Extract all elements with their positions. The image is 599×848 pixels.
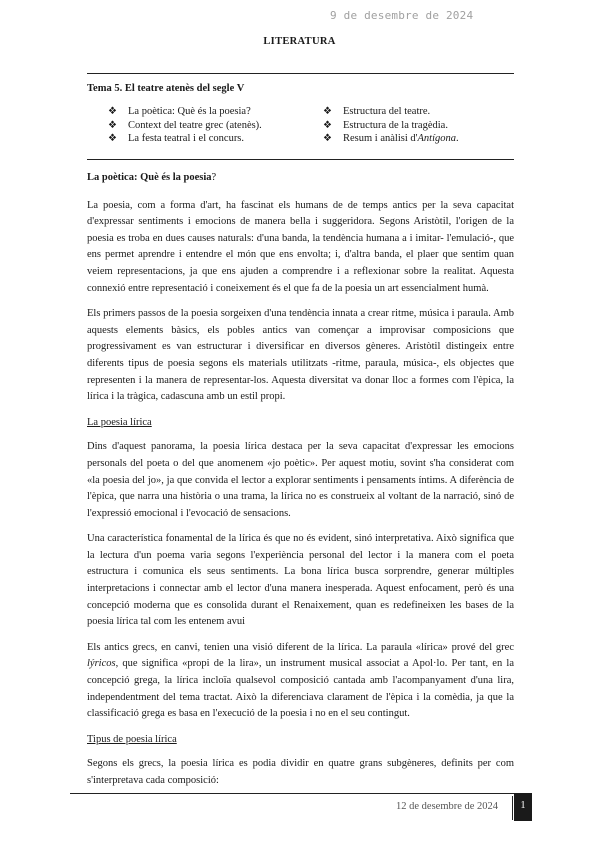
document-body xyxy=(87,170,514,799)
paragraph: Els primers passos de la poesia sorgeixen d'una tendència innata a crear ritme, música i paraula. Amb aquests elements bàsics, els pobles antics van començar a improvisar composicions que progressivament es van estructurar i diversificar en diversos gèneres. Aristòtil distingeix entre diferents tipus de poesia segons els materials utilitzats -ritme, paraula, música-, els objectes que representen i la manera de representar-los. Aquesta diversitat va donar lloc a formes com l'èpica, la lírica i la tràgica, cadascuna amb un estil propi. xyxy=(87,308,514,403)
middle-divider xyxy=(87,159,514,160)
outline-item xyxy=(323,119,459,133)
outline-item-italic: Antígona xyxy=(417,133,457,144)
diamond-bullet-icon: ❖ xyxy=(108,119,117,131)
diamond-bullet-icon: ❖ xyxy=(108,106,117,117)
outline-item-tail: . xyxy=(456,133,459,144)
paragraph-italic-term: lýricos xyxy=(87,658,116,670)
outline-item-label: La poètica: Què és la poesia? xyxy=(128,106,251,117)
top-divider xyxy=(87,73,514,74)
paragraph: La poesia, com a forma d'art, ha fascinat els humans de de temps antics per la seva capacitat d'expressar sentiments i emocions de manera bella i suggeridora. Segons Aristòtil, l'origen de la poesia es troba en dues causes naturals: d'una banda, la tendència humana a i imitar- l'emulació-, que ens permet aprendre i entendre el món que ens envolta; i, d'altra banda, el plaer que sentim quan veiem representacions, ja que ens ajuden a comprendre i a reflexionar sobre la realitat. Aquesta connexió entre representació i coneixement és el que fa de la poesia un art essencialment humà. xyxy=(87,199,514,294)
outline-item-label: Estructura del teatre. xyxy=(343,106,431,117)
outline-item xyxy=(323,105,459,119)
paragraph: Segons els grecs, la poesia lírica es podia dividir en quatre grans subgèneres, definits per com s'interpretava cada composició: xyxy=(87,758,514,786)
section-heading xyxy=(87,170,514,187)
outline-left-column xyxy=(108,105,262,146)
page-number: 1 xyxy=(520,800,526,811)
outline-item-label: Resum i anàlisi d' xyxy=(343,133,418,144)
paragraph: Dins d'aquest panorama, la poesia lírica destaca per la seva capacitat d'expressar les emocions personals del poeta o del que anomenem «jo poètic». Per aquest motiu, sovint s'ha considerat com «la poesia del jo», ja que convida el lector a explorar sentiments i pensaments íntims. A diferència de l'èpica, que narra una història o una trama, la lírica no es construeix al voltant de la narració, sinó de l'expressió emocional i l'evocació de sensacions. xyxy=(87,441,514,519)
topic-heading: Tema 5. El teatre atenès del segle V xyxy=(87,83,245,94)
diamond-bullet-icon: ❖ xyxy=(108,133,117,144)
footer-divider xyxy=(70,793,528,794)
outline-item-label: Context del teatre grec (atenès). xyxy=(128,119,262,131)
paragraph-text: , que significa «propi de la lira», un instrument musical associat a Apol·lo. Per tant, en la concepció grega, la lírica incloïa qualsevol composició cantada amb l'acompanyament d'una lira, independentment del tema tractat. Això la diferenciava clarament de l'èpica i la comèdia, ja que la classificació grega es basa en l'execució de la poesia i no en el seu contingut. xyxy=(87,658,514,720)
paragraph: Una característica fonamental de la lírica és que no és evident, sinó interpretativa. Això significa que la lectura d'un poema varia segons l'experiència personal del lector i la manera com el poeta estructura i comunica els seus sentiments. La bona lírica busca sorprendre, generar múltiples interpretacions i connectar amb el lector d'una manera inesperada. Aquest enfocament, però és una concepció moderna que es consolida durant el Renaixement, quan es redefineixen les bases de la poesia lírica tal com les entenem avui xyxy=(87,533,514,628)
outline-item xyxy=(108,132,262,146)
footer-separator xyxy=(512,796,513,820)
diamond-bullet-icon: ❖ xyxy=(323,106,332,117)
section-heading: La poesia lírica xyxy=(87,416,152,428)
diamond-bullet-icon: ❖ xyxy=(323,133,332,144)
header-date: 9 de desembre de 2024 xyxy=(330,9,474,22)
footer-date: 12 de desembre de 2024 xyxy=(396,801,499,812)
paragraph xyxy=(87,640,514,723)
page-number-box xyxy=(514,793,532,821)
section-heading: Tipus de poesia lírica xyxy=(87,733,177,745)
paragraph-text: Els antics grecs, en canvi, tenien una visió diferent de la lírica. La paraula «lírica» prové del grec xyxy=(87,641,514,653)
outline-item xyxy=(108,119,262,133)
document-title: LITERATURA xyxy=(263,36,336,47)
outline-right-column xyxy=(323,105,459,146)
section-heading-tail: ? xyxy=(211,172,217,183)
outline-item-label: Estructura de la tragèdia. xyxy=(343,119,448,131)
outline-item xyxy=(108,105,262,119)
diamond-bullet-icon: ❖ xyxy=(323,119,332,131)
outline-item-label: La festa teatral i el concurs. xyxy=(128,133,245,144)
section-heading-text: La poètica: Què és la poesia xyxy=(87,172,212,183)
outline-item xyxy=(323,132,459,146)
